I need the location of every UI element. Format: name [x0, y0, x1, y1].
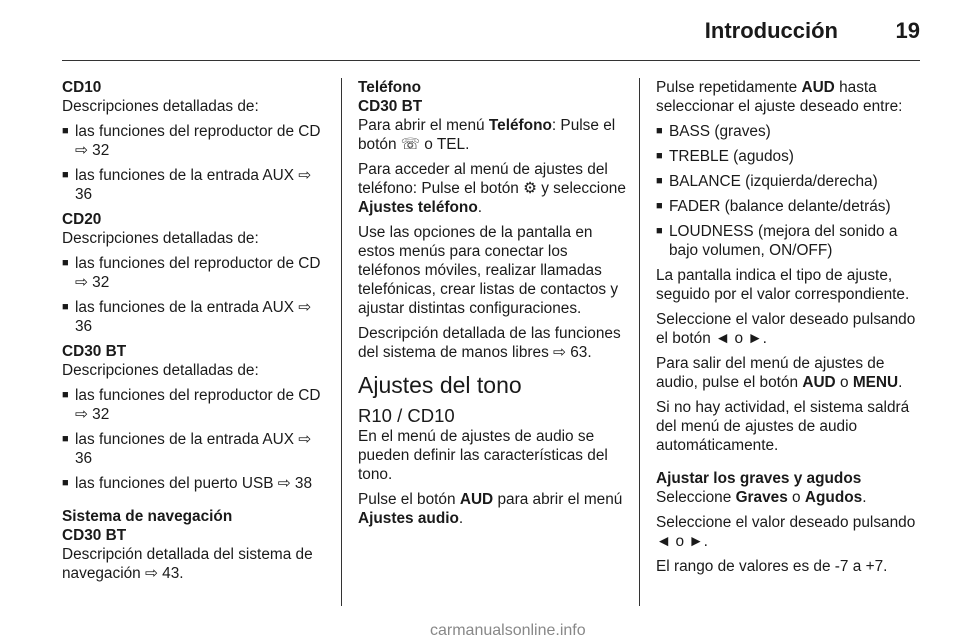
text: Para acceder al menú de ajustes del teléfono: Pulse el botón ⚙ y seleccione	[358, 161, 626, 197]
bold-text: MENU	[852, 374, 899, 391]
bold-text: Ajustes teléfono	[358, 199, 478, 216]
list-item: ■ BALANCE (izquierda/derecha)	[656, 172, 922, 191]
text: Para abrir el menú	[358, 117, 489, 134]
section-tono-title: Ajustes del tono	[358, 372, 522, 398]
bold-text: AUD	[459, 491, 494, 508]
section-cd30-title: CD30 BT	[62, 343, 127, 360]
header-divider	[62, 60, 920, 61]
text: para abrir el menú	[493, 491, 623, 508]
column-2	[358, 78, 626, 534]
list-item: ■ LOUDNESS (mejora del sonido a bajo volumen, ON/OFF)	[656, 222, 922, 260]
list-item: ■ FADER (balance delante/detrás)	[656, 197, 922, 216]
list-item: ■ las funciones del reproductor de CD ⇨ 32	[62, 122, 324, 160]
graves-para-1	[656, 488, 922, 507]
list-item: ■ las funciones de la entrada AUX ⇨ 36	[62, 298, 324, 336]
list-item: ■ las funciones del reproductor de CD ⇨ 32	[62, 386, 324, 424]
section-telefono-subtitle: CD30 BT	[358, 98, 423, 115]
audio-para-3: Seleccione el valor deseado pulsando el botón ◄ o ►.	[656, 311, 916, 347]
bold-text: AUD	[801, 79, 835, 96]
section-telefono-title: Teléfono	[358, 79, 421, 96]
text: : Pulse el botón ☏ o TEL.	[358, 117, 616, 153]
text: .	[898, 374, 903, 391]
telefono-para-4: Descripción detallada de las funciones del sistema de manos libres ⇨ 63.	[358, 325, 621, 361]
list-item: ■ BASS (graves)	[656, 122, 922, 141]
telefono-para-2	[358, 160, 626, 217]
list-item: ■ TREBLE (agudos)	[656, 147, 922, 166]
list-item: ■ las funciones del puerto USB ⇨ 38	[62, 474, 324, 493]
text: Seleccione	[656, 489, 736, 506]
section-cd10-desc: Descripciones detalladas de:	[62, 98, 259, 115]
text: hasta seleccionar el ajuste deseado entre:	[656, 79, 903, 115]
section-cd20-desc: Descripciones detalladas de:	[62, 230, 259, 247]
text: .	[458, 510, 464, 527]
audio-para-2: La pantalla indica el tipo de ajuste, seguido por el valor correspondiente.	[656, 267, 910, 303]
text: Pulse repetidamente	[656, 79, 802, 96]
section-cd20-title: CD20	[62, 211, 102, 228]
page-title: Introducción	[704, 18, 838, 43]
bold-text: Teléfono	[488, 117, 552, 134]
page-header	[62, 14, 920, 54]
column-3	[656, 78, 922, 582]
audio-para-1	[656, 78, 922, 116]
graves-para-2: Seleccione el valor deseado pulsando ◄ o ►.	[656, 514, 916, 550]
page-number: 19	[895, 18, 920, 43]
list-item: ■ las funciones de la entrada AUX ⇨ 36	[62, 430, 324, 468]
telefono-para-3: Use las opciones de la pantalla en estos menús para conectar los teléfonos móviles, realizar llamadas telefónicas, crear listas de contactos y ajustar distintas configuraciones.	[358, 224, 619, 317]
text: Pulse el botón	[358, 491, 460, 508]
text: .	[862, 489, 867, 506]
telefono-para-1	[358, 116, 626, 154]
list-item: ■ las funciones de la entrada AUX ⇨ 36	[62, 166, 324, 204]
bold-text: Ajustes audio	[358, 510, 459, 527]
section-graves-title: Ajustar los graves y agudos	[656, 470, 862, 487]
watermark: carmanualsonline.info	[430, 622, 586, 639]
section-nav-subtitle: CD30 BT	[62, 527, 127, 544]
bold-text: Agudos	[804, 489, 863, 506]
column-divider-2	[639, 78, 640, 606]
tono-para-2	[358, 490, 626, 528]
column-1	[62, 78, 324, 589]
section-r10-title: R10 / CD10	[358, 405, 455, 426]
section-cd30-desc: Descripciones detalladas de:	[62, 362, 259, 379]
tono-para-1: En el menú de ajustes de audio se pueden definir las características del tono.	[358, 428, 608, 483]
bold-text: AUD	[802, 374, 836, 391]
list-item: ■ las funciones del reproductor de CD ⇨ 32	[62, 254, 324, 292]
graves-para-3: El rango de valores es de -7 a +7.	[656, 558, 888, 575]
audio-para-5: Si no hay actividad, el sistema saldrá del menú de ajustes de audio automáticamente.	[656, 399, 910, 454]
section-nav-desc: Descripción detallada del sistema de navegación ⇨ 43.	[62, 546, 313, 582]
section-cd10-title: CD10	[62, 79, 102, 96]
text: Para salir del menú de ajustes de audio, pulse el botón	[656, 355, 885, 391]
text: o	[835, 374, 853, 391]
text: o	[787, 489, 805, 506]
bold-text: Graves	[735, 489, 788, 506]
column-divider-1	[341, 78, 342, 606]
audio-para-4	[656, 354, 922, 392]
section-nav-title: Sistema de navegación	[62, 508, 233, 525]
text: .	[477, 199, 483, 216]
